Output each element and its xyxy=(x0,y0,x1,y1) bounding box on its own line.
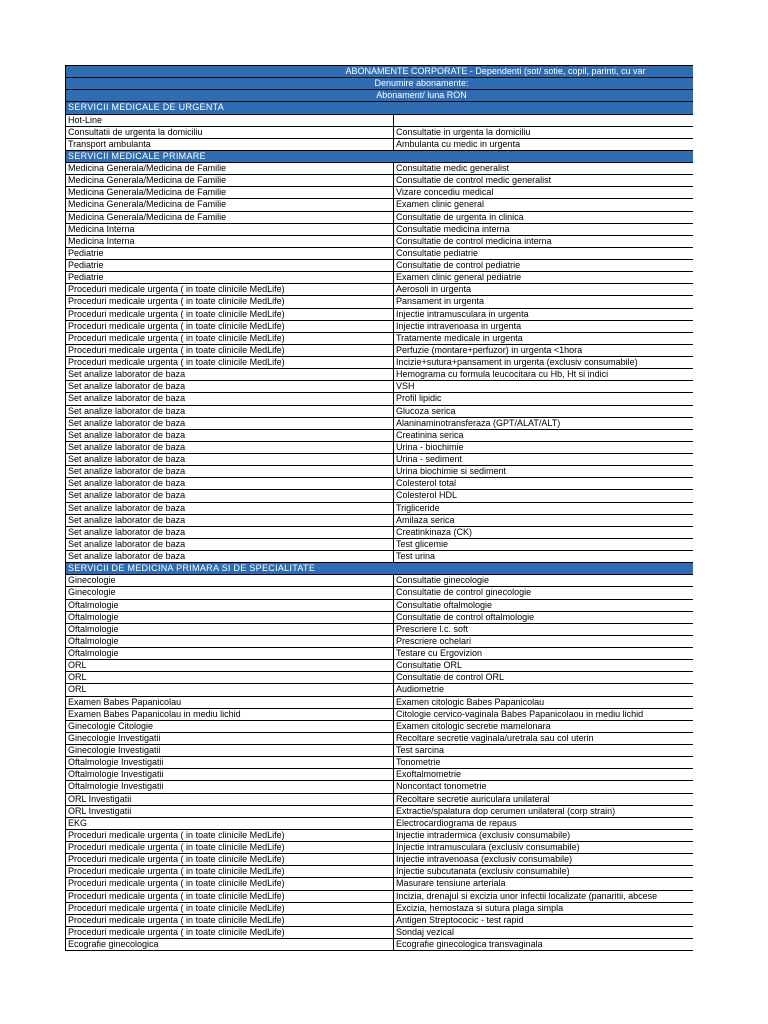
service-description-cell: Consultatie medicina interna xyxy=(394,223,694,235)
service-description-cell: Exoftalmometrie xyxy=(394,769,694,781)
service-description-cell: Prescriere ochelari xyxy=(394,635,694,647)
service-category-cell: ORL Investigatii xyxy=(66,805,394,817)
table-row xyxy=(66,175,694,187)
service-category-cell: Set analize laborator de baza xyxy=(66,538,394,550)
service-category-cell: Set analize laborator de baza xyxy=(66,405,394,417)
service-category-cell: Set analize laborator de baza xyxy=(66,369,394,381)
service-description-cell: Injectie subcutanata (exclusiv consumabile) xyxy=(394,866,694,878)
service-description-cell: Test urina xyxy=(394,551,694,563)
service-category-cell: Proceduri medicale urgenta ( in toate clinicile MedLife) xyxy=(66,344,394,356)
table-row xyxy=(66,732,694,744)
service-description-cell: Testare cu Ergovizion xyxy=(394,648,694,660)
service-description-cell: Examen citologic Babes Papanicolau xyxy=(394,696,694,708)
service-category-cell: Oftalmologie xyxy=(66,623,394,635)
table-row xyxy=(66,878,694,890)
service-category-cell: Ecografie ginecologica xyxy=(66,939,394,951)
service-description-cell: Pansament in urgenta xyxy=(394,296,694,308)
table-row xyxy=(66,369,694,381)
table-row xyxy=(66,939,694,951)
service-description-cell: Colesterol total xyxy=(394,478,694,490)
table-row xyxy=(66,769,694,781)
service-category-cell: Set analize laborator de baza xyxy=(66,454,394,466)
table-row xyxy=(66,720,694,732)
service-description-cell: Recoltare secretie auriculara unilateral xyxy=(394,793,694,805)
service-category-cell: Consultatii de urgenta la domiciliu xyxy=(66,126,394,138)
service-category-cell: Proceduri medicale urgenta ( in toate clinicile MedLife) xyxy=(66,926,394,938)
service-description-cell: Creatinina serica xyxy=(394,429,694,441)
services-table-body xyxy=(66,66,694,951)
table-row xyxy=(66,805,694,817)
service-category-cell: Proceduri medicale urgenta ( in toate clinicile MedLife) xyxy=(66,878,394,890)
service-description-cell: Consultatie pediatrie xyxy=(394,247,694,259)
service-category-cell: Examen Babes Papanicolau xyxy=(66,696,394,708)
section-header-row xyxy=(66,150,694,162)
table-row xyxy=(66,926,694,938)
header-subscription-name-row xyxy=(66,78,694,90)
table-row xyxy=(66,466,694,478)
service-description-cell: Consultatie medic generalist xyxy=(394,163,694,175)
table-row xyxy=(66,223,694,235)
table-row xyxy=(66,357,694,369)
service-category-cell: Ginecologie xyxy=(66,587,394,599)
section-header: SERVICII MEDICALE PRIMARE xyxy=(66,150,694,162)
service-description-cell: Urina biochimie si sediment xyxy=(394,466,694,478)
service-description-cell: Aerosoli in urgenta xyxy=(394,284,694,296)
service-category-cell: Medicina Generala/Medicina de Familie xyxy=(66,211,394,223)
header-subscription-name-cell xyxy=(66,78,694,90)
service-description-cell: Tratamente medicale in urgenta xyxy=(394,332,694,344)
service-category-cell: Set analize laborator de baza xyxy=(66,429,394,441)
service-description-cell: Test glicemie xyxy=(394,538,694,550)
table-row xyxy=(66,866,694,878)
table-row xyxy=(66,211,694,223)
spreadsheet xyxy=(65,65,693,956)
table-row xyxy=(66,611,694,623)
service-description-cell: Examen clinic general pediatrie xyxy=(394,272,694,284)
table-row xyxy=(66,429,694,441)
service-category-cell: Oftalmologie xyxy=(66,648,394,660)
table-row xyxy=(66,599,694,611)
table-row xyxy=(66,587,694,599)
service-description-cell: Test sarcina xyxy=(394,745,694,757)
table-row xyxy=(66,757,694,769)
section-header: SERVICII MEDICALE DE URGENTA xyxy=(66,102,694,114)
service-description-cell: Incizia, drenajul si excizia unor infectii localizate (panaritii, abcese xyxy=(394,890,694,902)
service-category-cell: EKG xyxy=(66,817,394,829)
service-category-cell: ORL Investigatii xyxy=(66,793,394,805)
service-category-cell: Examen Babes Papanicolau in mediu lichid xyxy=(66,708,394,720)
table-row xyxy=(66,284,694,296)
service-category-cell: Proceduri medicale urgenta ( in toate clinicile MedLife) xyxy=(66,914,394,926)
service-category-cell: Proceduri medicale urgenta ( in toate clinicile MedLife) xyxy=(66,357,394,369)
subscription-name-label: Denumire abonamente: xyxy=(374,78,469,89)
service-description-cell: Colesterol HDL xyxy=(394,490,694,502)
service-description-cell: Injectie intravenoasa in urgenta xyxy=(394,320,694,332)
table-row xyxy=(66,478,694,490)
table-row xyxy=(66,902,694,914)
table-row xyxy=(66,199,694,211)
service-category-cell: Set analize laborator de baza xyxy=(66,381,394,393)
table-row xyxy=(66,332,694,344)
service-description-cell: Incizie+sutura+pansament in urgenta (exclusiv consumabile) xyxy=(394,357,694,369)
table-row xyxy=(66,635,694,647)
service-category-cell: Medicina Generala/Medicina de Familie xyxy=(66,199,394,211)
service-description-cell: Trigliceride xyxy=(394,502,694,514)
table-row xyxy=(66,272,694,284)
service-category-cell: Set analize laborator de baza xyxy=(66,466,394,478)
service-category-cell: Medicina Generala/Medicina de Familie xyxy=(66,187,394,199)
service-description-cell: Antigen Streptococic - test rapid xyxy=(394,914,694,926)
service-description-cell: Injectie intramusculara (exclusiv consumabile) xyxy=(394,842,694,854)
table-row xyxy=(66,575,694,587)
service-description-cell: Sondaj vezical xyxy=(394,926,694,938)
service-category-cell: Set analize laborator de baza xyxy=(66,417,394,429)
header-title: ABONAMENTE CORPORATE - Dependenti (sot/ sotie, copil, parinti, cu var xyxy=(345,66,646,77)
service-description-cell: Consultatie de control ginecologie xyxy=(394,587,694,599)
service-description-cell: Consultatie de control ORL xyxy=(394,672,694,684)
table-row xyxy=(66,842,694,854)
service-description-cell: Consultatie de control medicina interna xyxy=(394,235,694,247)
table-row xyxy=(66,660,694,672)
service-category-cell: ORL xyxy=(66,684,394,696)
service-category-cell: Proceduri medicale urgenta ( in toate clinicile MedLife) xyxy=(66,866,394,878)
service-description-cell: Ecografie ginecologica transvaginala xyxy=(394,939,694,951)
service-category-cell: Set analize laborator de baza xyxy=(66,551,394,563)
service-description-cell: Extractie/spalatura dop cerumen unilateral (corp strain) xyxy=(394,805,694,817)
table-row xyxy=(66,502,694,514)
table-row xyxy=(66,296,694,308)
header-title-cell xyxy=(66,66,694,78)
table-row xyxy=(66,538,694,550)
service-category-cell: Ginecologie xyxy=(66,575,394,587)
service-category-cell: Oftalmologie Investigatii xyxy=(66,757,394,769)
service-category-cell: Set analize laborator de baza xyxy=(66,526,394,538)
service-description-cell: Vizare concediu medical xyxy=(394,187,694,199)
table-row xyxy=(66,817,694,829)
service-description-cell: Audiometrie xyxy=(394,684,694,696)
service-description-cell: Urina - biochimie xyxy=(394,441,694,453)
service-description-cell: Noncontact tonometrie xyxy=(394,781,694,793)
section-header: SERVICII DE MEDICINA PRIMARA SI DE SPECIALITATE xyxy=(66,563,694,575)
header-price-row xyxy=(66,90,694,102)
service-description-cell: Consultatie ORL xyxy=(394,660,694,672)
service-description-cell: Excizia, hemostaza si sutura plaga simpla xyxy=(394,902,694,914)
service-description-cell: Recoltare secretie vaginala/uretrala sau col uterin xyxy=(394,732,694,744)
table-row xyxy=(66,308,694,320)
table-row xyxy=(66,260,694,272)
table-row xyxy=(66,441,694,453)
service-category-cell: Set analize laborator de baza xyxy=(66,514,394,526)
service-category-cell: Medicina Generala/Medicina de Familie xyxy=(66,175,394,187)
service-category-cell: Proceduri medicale urgenta ( in toate clinicile MedLife) xyxy=(66,902,394,914)
service-category-cell: Proceduri medicale urgenta ( in toate clinicile MedLife) xyxy=(66,284,394,296)
table-row xyxy=(66,672,694,684)
table-row xyxy=(66,235,694,247)
table-row xyxy=(66,708,694,720)
table-row xyxy=(66,320,694,332)
service-category-cell: Ginecologie Investigatii xyxy=(66,745,394,757)
service-category-cell: Ginecologie Investigatii xyxy=(66,732,394,744)
service-description-cell: Ambulanta cu medic in urgenta xyxy=(394,138,694,150)
service-description-cell xyxy=(394,114,694,126)
table-row xyxy=(66,829,694,841)
header-price-cell xyxy=(66,90,694,102)
table-row xyxy=(66,551,694,563)
table-row xyxy=(66,648,694,660)
service-description-cell: Prescriere l.c. soft xyxy=(394,623,694,635)
service-category-cell: Transport ambulanta xyxy=(66,138,394,150)
service-category-cell: Proceduri medicale urgenta ( in toate clinicile MedLife) xyxy=(66,854,394,866)
table-row xyxy=(66,854,694,866)
service-category-cell: Proceduri medicale urgenta ( in toate clinicile MedLife) xyxy=(66,842,394,854)
table-row xyxy=(66,745,694,757)
service-category-cell: Set analize laborator de baza xyxy=(66,502,394,514)
service-category-cell: Oftalmologie Investigatii xyxy=(66,769,394,781)
service-description-cell: Citologie cervico-vaginala Babes Papanicolaou in mediu lichid xyxy=(394,708,694,720)
service-description-cell: Consultatie de control medic generalist xyxy=(394,175,694,187)
service-description-cell: Examen citologic secretie mamelonara xyxy=(394,720,694,732)
table-row xyxy=(66,623,694,635)
table-row xyxy=(66,490,694,502)
service-category-cell: Set analize laborator de baza xyxy=(66,441,394,453)
service-description-cell: Profil lipidic xyxy=(394,393,694,405)
service-category-cell: Set analize laborator de baza xyxy=(66,490,394,502)
section-header-row xyxy=(66,563,694,575)
table-row xyxy=(66,914,694,926)
service-category-cell: Set analize laborator de baza xyxy=(66,393,394,405)
service-description-cell: Consultatie ginecologie xyxy=(394,575,694,587)
table-row xyxy=(66,163,694,175)
service-description-cell: Perfuzie (montare+perfuzor) in urgenta <1hora xyxy=(394,344,694,356)
service-category-cell: Proceduri medicale urgenta ( in toate clinicile MedLife) xyxy=(66,308,394,320)
table-row xyxy=(66,526,694,538)
service-description-cell: Masurare tensiune arteriala xyxy=(394,878,694,890)
subscription-price-label: Abonament/ luna RON xyxy=(376,90,467,101)
table-row xyxy=(66,393,694,405)
service-description-cell: VSH xyxy=(394,381,694,393)
service-description-cell: Tonometrie xyxy=(394,757,694,769)
service-description-cell: Consultatie oftalmologie xyxy=(394,599,694,611)
section-header-row xyxy=(66,102,694,114)
service-category-cell: Oftalmologie xyxy=(66,599,394,611)
service-category-cell: Medicina Generala/Medicina de Familie xyxy=(66,163,394,175)
table-row xyxy=(66,187,694,199)
table-row xyxy=(66,514,694,526)
service-description-cell: Creatinkinaza (CK) xyxy=(394,526,694,538)
table-row xyxy=(66,126,694,138)
table-row xyxy=(66,381,694,393)
table-row xyxy=(66,890,694,902)
table-row xyxy=(66,454,694,466)
service-description-cell: Examen clinic general xyxy=(394,199,694,211)
service-category-cell: ORL xyxy=(66,660,394,672)
table-row xyxy=(66,781,694,793)
service-category-cell: Pediatrie xyxy=(66,247,394,259)
services-table xyxy=(65,65,693,951)
service-description-cell: Injectie intradermica (exclusiv consumabile) xyxy=(394,829,694,841)
service-description-cell: Injectie intramusculara in urgenta xyxy=(394,308,694,320)
service-category-cell: ORL xyxy=(66,672,394,684)
service-description-cell: Consultatie de control pediatrie xyxy=(394,260,694,272)
table-row xyxy=(66,114,694,126)
table-row xyxy=(66,417,694,429)
service-category-cell: Proceduri medicale urgenta ( in toate clinicile MedLife) xyxy=(66,320,394,332)
service-category-cell: Proceduri medicale urgenta ( in toate clinicile MedLife) xyxy=(66,332,394,344)
table-row xyxy=(66,696,694,708)
table-row xyxy=(66,138,694,150)
service-category-cell: Proceduri medicale urgenta ( in toate clinicile MedLife) xyxy=(66,829,394,841)
header-title-row xyxy=(66,66,694,78)
service-description-cell: Consultatie in urgenta la domiciliu xyxy=(394,126,694,138)
service-category-cell: Oftalmologie xyxy=(66,635,394,647)
service-category-cell: Pediatrie xyxy=(66,272,394,284)
service-category-cell: Oftalmologie xyxy=(66,611,394,623)
table-row xyxy=(66,793,694,805)
service-category-cell: Proceduri medicale urgenta ( in toate clinicile MedLife) xyxy=(66,890,394,902)
service-description-cell: Hemograma cu formula leucocitara cu Hb, Ht si indici xyxy=(394,369,694,381)
service-category-cell: Oftalmologie Investigatii xyxy=(66,781,394,793)
service-description-cell: Alaninaminotransferaza (GPT/ALAT/ALT) xyxy=(394,417,694,429)
table-row xyxy=(66,405,694,417)
service-description-cell: Consultatie de control oftalmologie xyxy=(394,611,694,623)
service-description-cell: Consultatie de urgenta in clinica xyxy=(394,211,694,223)
service-category-cell: Hot-Line xyxy=(66,114,394,126)
service-description-cell: Urina - sediment xyxy=(394,454,694,466)
service-description-cell: Amilaza serica xyxy=(394,514,694,526)
service-category-cell: Proceduri medicale urgenta ( in toate clinicile MedLife) xyxy=(66,296,394,308)
service-description-cell: Electrocardiograma de repaus xyxy=(394,817,694,829)
table-row xyxy=(66,247,694,259)
service-category-cell: Medicina Interna xyxy=(66,223,394,235)
service-category-cell: Medicina Interna xyxy=(66,235,394,247)
service-category-cell: Pediatrie xyxy=(66,260,394,272)
service-description-cell: Injectie intravenoasa (exclusiv consumabile) xyxy=(394,854,694,866)
table-row xyxy=(66,684,694,696)
service-category-cell: Set analize laborator de baza xyxy=(66,478,394,490)
service-category-cell: Ginecologie Citologie xyxy=(66,720,394,732)
service-description-cell: Glucoza serica xyxy=(394,405,694,417)
table-row xyxy=(66,344,694,356)
